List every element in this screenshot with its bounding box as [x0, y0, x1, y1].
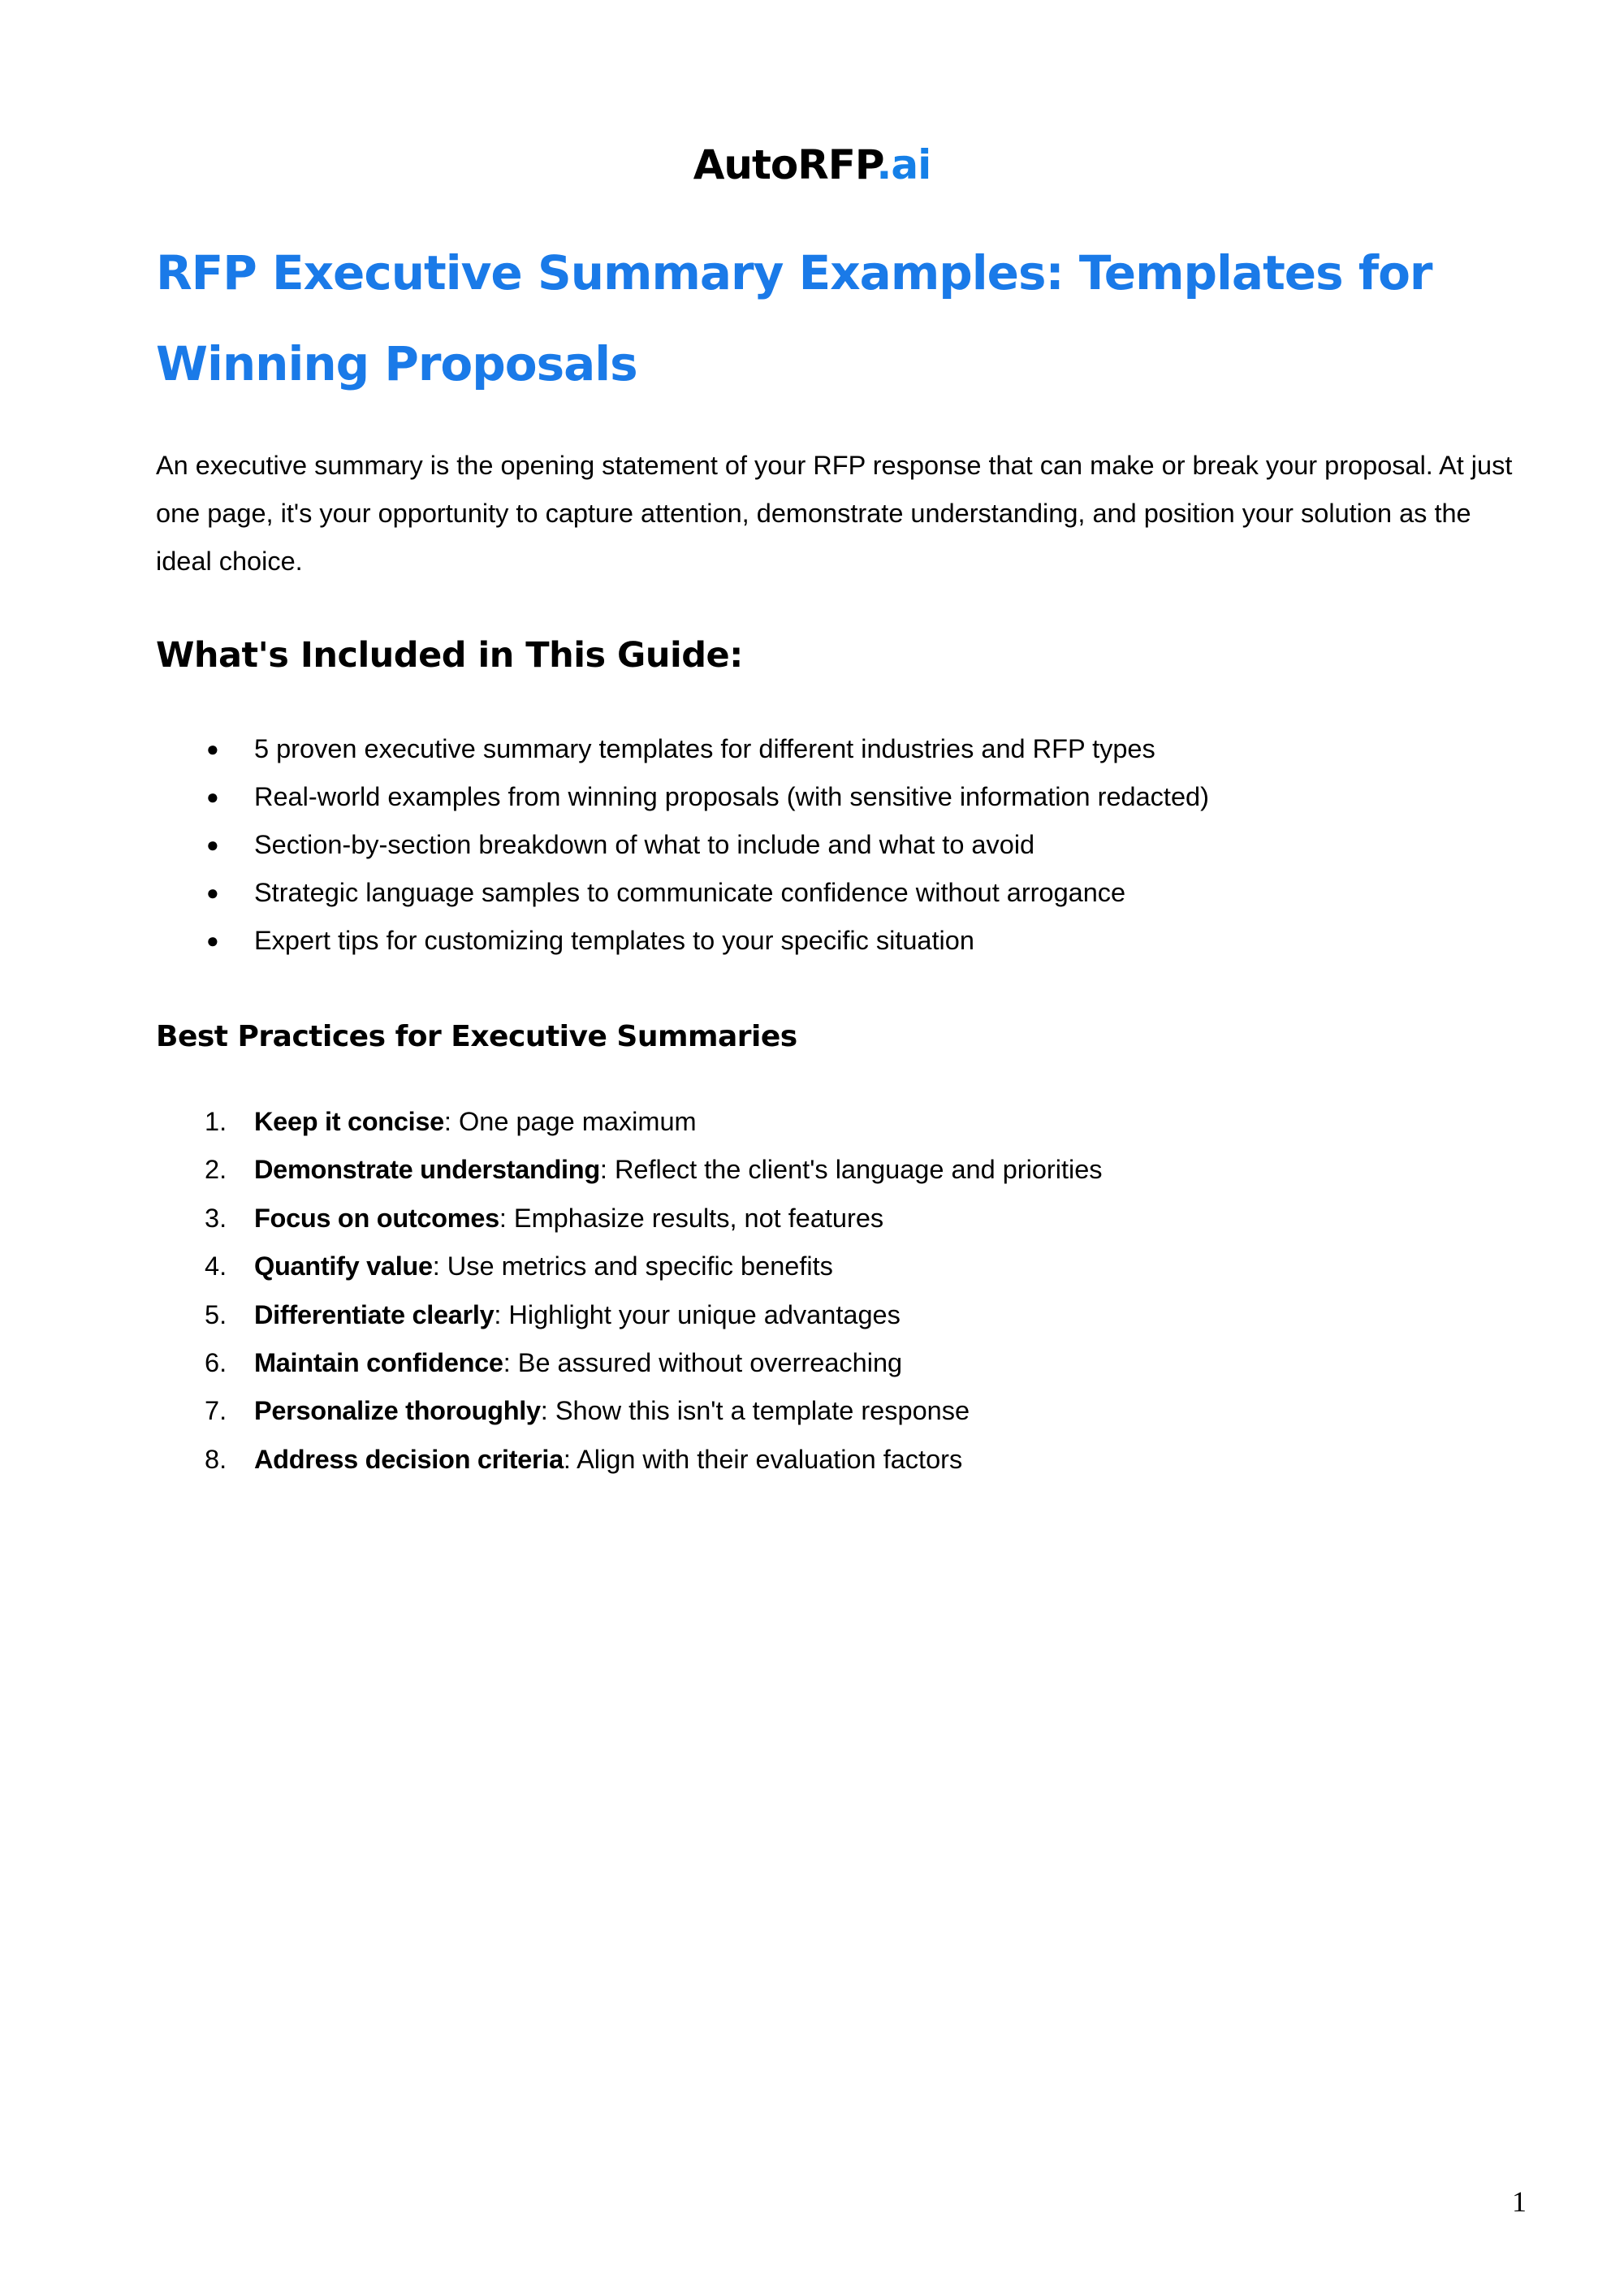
- bullet-icon: ●: [206, 784, 219, 809]
- logo-wordmark: AutoRFP: [693, 141, 877, 188]
- practice-description: : One page maximum: [443, 1107, 697, 1136]
- list-item: [156, 1243, 1536, 1290]
- list-item-number: 3.: [205, 1203, 227, 1233]
- list-item-content: [254, 1291, 901, 1339]
- list-item: [156, 1098, 1536, 1146]
- list-item-number: 1.: [205, 1107, 227, 1136]
- practice-description: : Be assured without overreaching: [503, 1347, 903, 1377]
- practice-term: Demonstrate understanding: [254, 1155, 600, 1185]
- bullet-icon: ●: [206, 832, 219, 857]
- list-item-number: 6.: [205, 1347, 227, 1377]
- intro-paragraph: An executive summary is the opening statement of your RFP response that can make or break your proposal. At just one page, it's your opportunity to capture attention, demonstrate understanding, and position your solution as the ideal choice.: [156, 451, 1513, 576]
- list-item: [156, 1387, 1536, 1435]
- list-item: [156, 821, 1536, 869]
- page-title: RFP Executive Summary Examples: Templates for Winning Proposals: [156, 245, 1432, 391]
- list-item-content: [254, 1436, 962, 1484]
- list-item-content: [254, 1146, 1103, 1194]
- practice-description: : Reflect the client's language and priorities: [599, 1155, 1103, 1185]
- bullet-icon: ●: [206, 928, 219, 953]
- list-item-text: Section-by-section breakdown of what to include and what to avoid: [254, 830, 1035, 859]
- list-item-content: [254, 1243, 833, 1290]
- practice-term: Differentiate clearly: [254, 1299, 495, 1329]
- autorfp-logo[interactable]: [0, 136, 1624, 193]
- list-item: [156, 869, 1536, 917]
- list-item-content: [254, 1098, 697, 1146]
- list-item-text: Strategic language samples to communicate confidence without arrogance: [254, 878, 1126, 907]
- practice-term: Address decision criteria: [254, 1444, 564, 1474]
- practice-description: : Show this isn't a template response: [540, 1396, 970, 1426]
- guide-heading: What's Included in This Guide:: [156, 635, 743, 676]
- list-item-number: 8.: [205, 1444, 227, 1474]
- list-item: [156, 725, 1536, 773]
- list-item-number: 4.: [205, 1251, 227, 1281]
- practice-term: Personalize thoroughly: [254, 1396, 541, 1426]
- best-practices-heading: Best Practices for Executive Summaries: [156, 1020, 797, 1053]
- practice-term: Maintain confidence: [254, 1347, 503, 1377]
- practice-description: : Align with their evaluation factors: [563, 1444, 963, 1474]
- practice-term: Focus on outcomes: [254, 1203, 499, 1233]
- practice-description: : Emphasize results, not features: [499, 1203, 884, 1233]
- page-number: 1: [1512, 2185, 1527, 2218]
- list-item: [156, 1436, 1536, 1484]
- list-item: [156, 1291, 1536, 1339]
- list-item-content: [254, 1195, 883, 1243]
- logo-ai-suffix: .ai: [876, 141, 931, 188]
- guide-bullet-list: [156, 725, 1536, 965]
- list-item: [156, 1146, 1536, 1194]
- list-item-text: 5 proven executive summary templates for different industries and RFP types: [254, 734, 1155, 763]
- list-item-text: Expert tips for customizing templates to your specific situation: [254, 926, 974, 955]
- list-item: [156, 1195, 1536, 1243]
- practice-term: Keep it concise: [254, 1107, 444, 1136]
- list-item: [156, 1339, 1536, 1387]
- list-item-number: 2.: [205, 1155, 227, 1185]
- list-item-number: 7.: [205, 1396, 227, 1426]
- best-practices-list: [156, 1098, 1536, 1484]
- list-item-content: [254, 1339, 902, 1387]
- list-item-text: Real-world examples from winning proposals (with sensitive information redacted): [254, 782, 1209, 811]
- bullet-icon: ●: [206, 737, 219, 761]
- list-item: [156, 917, 1536, 965]
- practice-description: : Use metrics and specific benefits: [432, 1251, 833, 1281]
- practice-term: Quantify value: [254, 1251, 433, 1281]
- list-item-number: 5.: [205, 1299, 227, 1329]
- bullet-icon: ●: [206, 880, 219, 905]
- list-item: [156, 773, 1536, 821]
- practice-description: : Highlight your unique advantages: [494, 1299, 901, 1329]
- list-item-content: [254, 1387, 970, 1435]
